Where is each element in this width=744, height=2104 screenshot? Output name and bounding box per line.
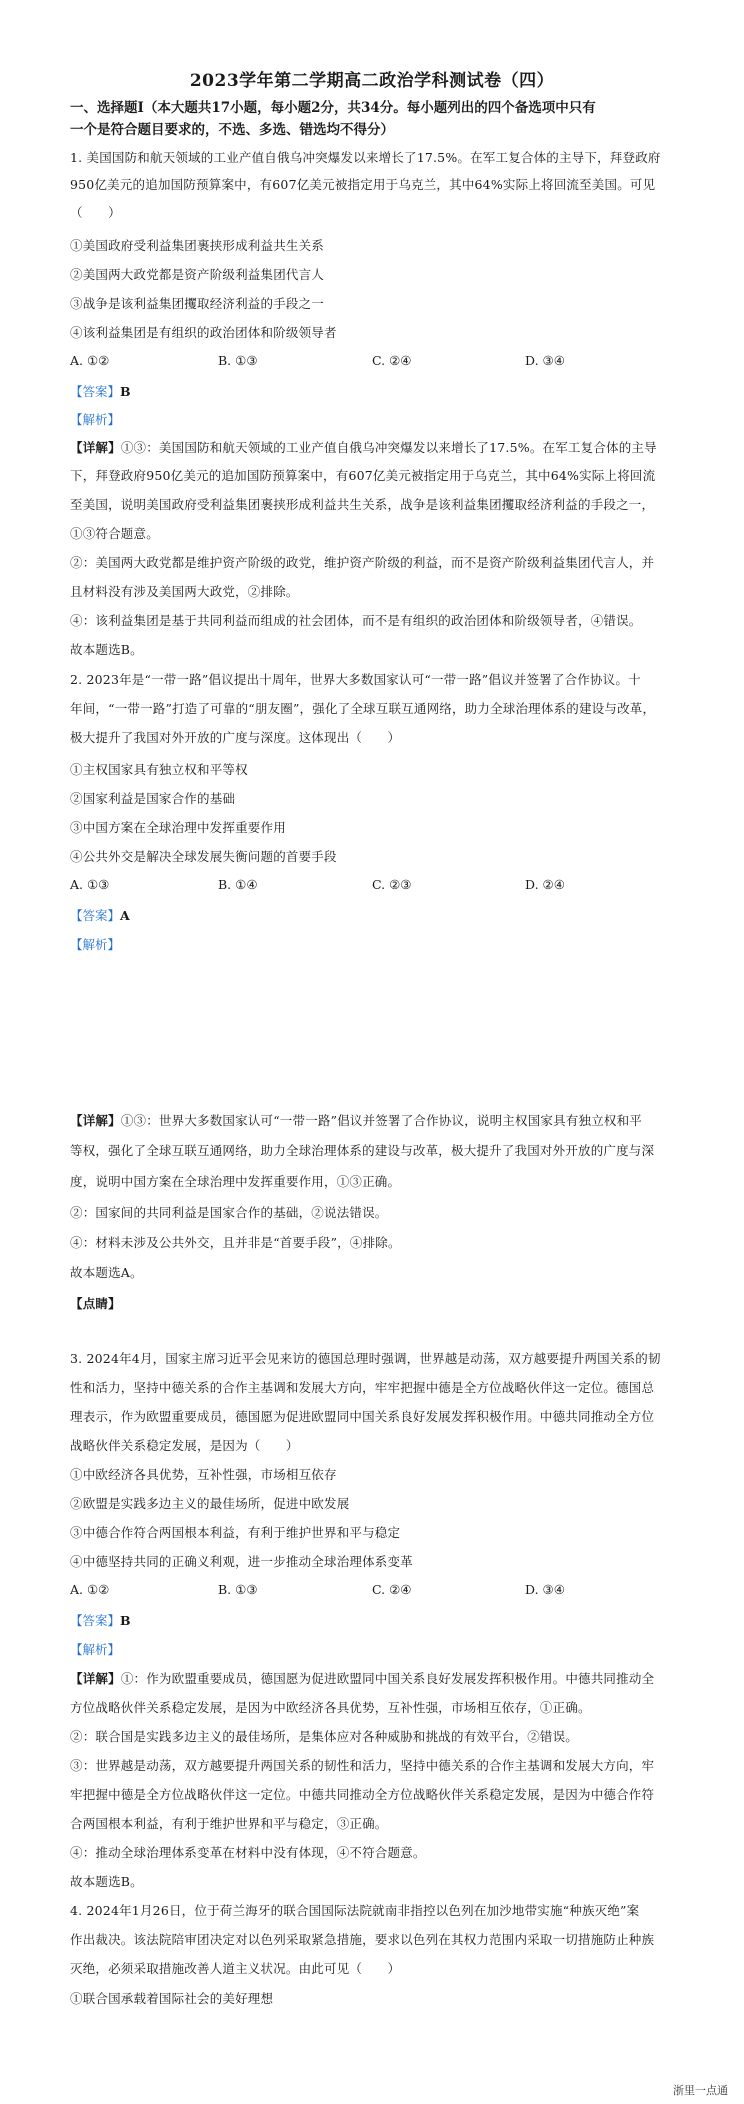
q2-detail-line: 【详解】①③：世界大多数国家认可“一带一路”倡议并签署了合作协议，说明主权国家具有独立权和平 xyxy=(70,1113,642,1128)
q2-detail-line: 故本题选A。 xyxy=(70,1265,143,1280)
q1-item: ④该利益集团是有组织的政治团体和阶级领导者 xyxy=(70,325,337,340)
q1-detail-line: ④：该利益集团是基于共同利益而组成的社会团体，而不是有组织的政治团体和阶级领导者，④错误。 xyxy=(70,613,642,628)
q2-item: ③中国方案在全球治理中发挥重要作用 xyxy=(70,820,286,835)
q3-answer xyxy=(70,1611,131,1629)
page-title: 2023学年第二学期高二政治学科测试卷（四） xyxy=(189,71,555,91)
detail-label: 【详解】 xyxy=(70,1113,121,1128)
q1-option-b: B. ①③ xyxy=(218,353,258,368)
q2-detail-line: 度，说明中国方案在全球治理中发挥重要作用，①③正确。 xyxy=(70,1174,401,1189)
q2-option-b: B. ①④ xyxy=(218,877,258,892)
q2-option-c: C. ②③ xyxy=(372,877,412,892)
q3-detail-line: ③：世界越是动荡，双方越要提升两国关系的韧性和活力，坚持中德关系的合作主基调和发展大方向，牢 xyxy=(70,1758,655,1773)
q2-detail-line: 等权，强化了全球互联互通网络，助力全球治理体系的建设与改革，极大提升了我国对外开放的广度与深 xyxy=(70,1143,655,1158)
q1-option-d: D. ③④ xyxy=(525,353,565,368)
q2-detail-line: ④：材料未涉及公共外交，且并非是“首要手段”，④排除。 xyxy=(70,1235,401,1250)
q4-item: ①联合国承载着国际社会的美好理想 xyxy=(70,1991,274,2006)
q1-detail-line: 故本题选B。 xyxy=(70,642,143,657)
q3-detail-line: ④：推动全球治理体系变革在材料中没有体现，④不符合题意。 xyxy=(70,1845,426,1860)
q3-analysis-label: 【解析】 xyxy=(70,1642,121,1657)
q1-detail-line: 下，拜登政府950亿美元的追加国防预算案中，有607亿美元被指定用于乌克兰，其中64%实际上将回流 xyxy=(70,468,656,483)
q1-detail-line: ②：美国两大政党都是维护资产阶级的政党，维护资产阶级的利益，而不是资产阶级利益集团代言人，并 xyxy=(70,555,655,570)
q1-detail-line: 【详解】①③：美国国防和航天领域的工业产值自俄乌冲突爆发以来增长了17.5%。在军工复合体的主导 xyxy=(70,440,657,455)
q3-stem-line: 性和活力，坚持中德关系的合作主基调和发展大方向，牢牢把握中德是全方位战略伙伴这一定位。德国总 xyxy=(70,1380,655,1395)
q1-analysis-label: 【解析】 xyxy=(70,412,121,427)
q1-option-a: A. ①② xyxy=(70,353,110,368)
q3-detail-line: 【详解】①：作为欧盟重要成员，德国愿为促进欧盟同中国关系良好发展发挥积极作用。中德共同推动全 xyxy=(70,1671,655,1686)
q1-detail-line: 至美国，说明美国政府受利益集团裹挟形成利益共生关系，战争是该利益集团攫取经济利益的手段之一， xyxy=(70,497,655,512)
q3-item: ②欧盟是实践多边主义的最佳场所，促进中欧发展 xyxy=(70,1496,350,1511)
answer-label: 【答案】 xyxy=(70,908,121,923)
q1-item: ①美国政府受利益集团裹挟形成利益共生关系 xyxy=(70,238,325,253)
answer-label: 【答案】 xyxy=(70,1613,121,1628)
q4-stem-line: 4. 2024年1月26日，位于荷兰海牙的联合国国际法院就南非指控以色列在加沙地带实施“种族灭绝”案 xyxy=(70,1903,640,1918)
answer-label: 【答案】 xyxy=(70,384,121,399)
q3-detail-line: 牢把握中德是全方位战略伙伴这一定位。中德共同推动全方位战略伙伴关系稳定发展，是因为中德合作符 xyxy=(70,1787,655,1802)
q3-detail-line: 方位战略伙伴关系稳定发展，是因为中欧经济各具优势，互补性强，市场相互依存，①正确。 xyxy=(70,1700,591,1715)
q1-option-c: C. ②④ xyxy=(372,353,412,368)
q3-item: ④中德坚持共同的正确义利观，进一步推动全球治理体系变革 xyxy=(70,1554,413,1569)
q2-answer-value: A xyxy=(120,908,130,923)
q3-detail-line: 合两国根本利益，有利于维护世界和平与稳定，③正确。 xyxy=(70,1816,388,1831)
q3-option-d: D. ③④ xyxy=(525,1582,565,1597)
q3-item: ①中欧经济各具优势，互补性强，市场相互依存 xyxy=(70,1467,337,1482)
q3-option-b: B. ①③ xyxy=(218,1582,258,1597)
q1-stem-line: 950亿美元的追加国防预算案中，有607亿美元被指定用于乌克兰，其中64%实际上将回流至美国。可见 xyxy=(70,177,656,192)
q1-stem-line: （ ） xyxy=(70,205,121,220)
detail-label: 【详解】 xyxy=(70,440,121,455)
q2-option-a: A. ①③ xyxy=(70,877,110,892)
q2-stem-line: 年间，“一带一路”打造了可靠的“朋友圈”，强化了全球互联互通网络，助力全球治理体系的建设与改革， xyxy=(70,701,656,716)
q3-option-a: A. ①② xyxy=(70,1582,110,1597)
q2-option-d: D. ②④ xyxy=(525,877,565,892)
q1-answer xyxy=(70,382,131,400)
section-heading-line-2: 一个是符合题目要求的，不选、多选、错选均不得分） xyxy=(70,122,394,138)
q3-item: ③中德合作符合两国根本利益，有利于维护世界和平与稳定 xyxy=(70,1525,401,1540)
q2-item: ①主权国家具有独立权和平等权 xyxy=(70,762,248,777)
q2-comment-label: 【点睛】 xyxy=(70,1296,121,1311)
q1-detail-line: ①③符合题意。 xyxy=(70,526,159,541)
q3-stem-line: 3. 2024年4月，国家主席习近平会见来访的德国总理时强调，世界越是动荡，双方越要提升两国关系的韧 xyxy=(70,1351,661,1366)
q2-stem-line: 极大提升了我国对外开放的广度与深度。这体现出（ ） xyxy=(70,730,401,745)
q2-stem-line: 2. 2023年是“一带一路”倡议提出十周年，世界大多数国家认可“一带一路”倡议并签署了合作协议。十 xyxy=(70,672,641,687)
q2-item: ②国家利益是国家合作的基础 xyxy=(70,791,236,806)
q2-answer xyxy=(70,906,130,924)
detail-label: 【详解】 xyxy=(70,1671,121,1686)
q3-detail-line: 故本题选B。 xyxy=(70,1874,143,1889)
q1-answer-value: B xyxy=(120,384,131,399)
q1-item: ③战争是该利益集团攫取经济利益的手段之一 xyxy=(70,296,325,311)
q4-stem-line: 作出裁决。该法院陪审团决定对以色列采取紧急措施，要求以色列在其权力范围内采取一切措施防止种族 xyxy=(70,1932,655,1947)
q3-option-c: C. ②④ xyxy=(372,1582,412,1597)
q1-stem-line: 1. 美国国防和航天领域的工业产值自俄乌冲突爆发以来增长了17.5%。在军工复合体的主导下，拜登政府 xyxy=(70,150,661,165)
q3-stem-line: 战略伙伴关系稳定发展，是因为（ ） xyxy=(70,1438,299,1453)
section-heading-line-1: 一、选择题Ⅰ（本大题共17小题，每小题2分，共34分。每小题列出的四个备选项中只有 xyxy=(70,100,596,116)
q3-stem-line: 理表示，作为欧盟重要成员，德国愿为促进欧盟同中国关系良好发展发挥积极作用。中德共同推动全方位 xyxy=(70,1409,655,1424)
footer-watermark: 浙里一点通 xyxy=(673,2084,728,2097)
q1-detail-line: 且材料没有涉及美国两大政党，②排除。 xyxy=(70,584,299,599)
q2-analysis-label: 【解析】 xyxy=(70,937,121,952)
q2-item: ④公共外交是解决全球发展失衡问题的首要手段 xyxy=(70,849,337,864)
q4-stem-line: 灭绝，必须采取措施改善人道主义状况。由此可见（ ） xyxy=(70,1961,401,1976)
q2-detail-line: ②：国家间的共同利益是国家合作的基础，②说法错误。 xyxy=(70,1205,388,1220)
q3-answer-value: B xyxy=(120,1613,131,1628)
q3-detail-line: ②：联合国是实践多边主义的最佳场所，是集体应对各种威胁和挑战的有效平台，②错误。 xyxy=(70,1729,579,1744)
q1-item: ②美国两大政党都是资产阶级利益集团代言人 xyxy=(70,267,325,282)
